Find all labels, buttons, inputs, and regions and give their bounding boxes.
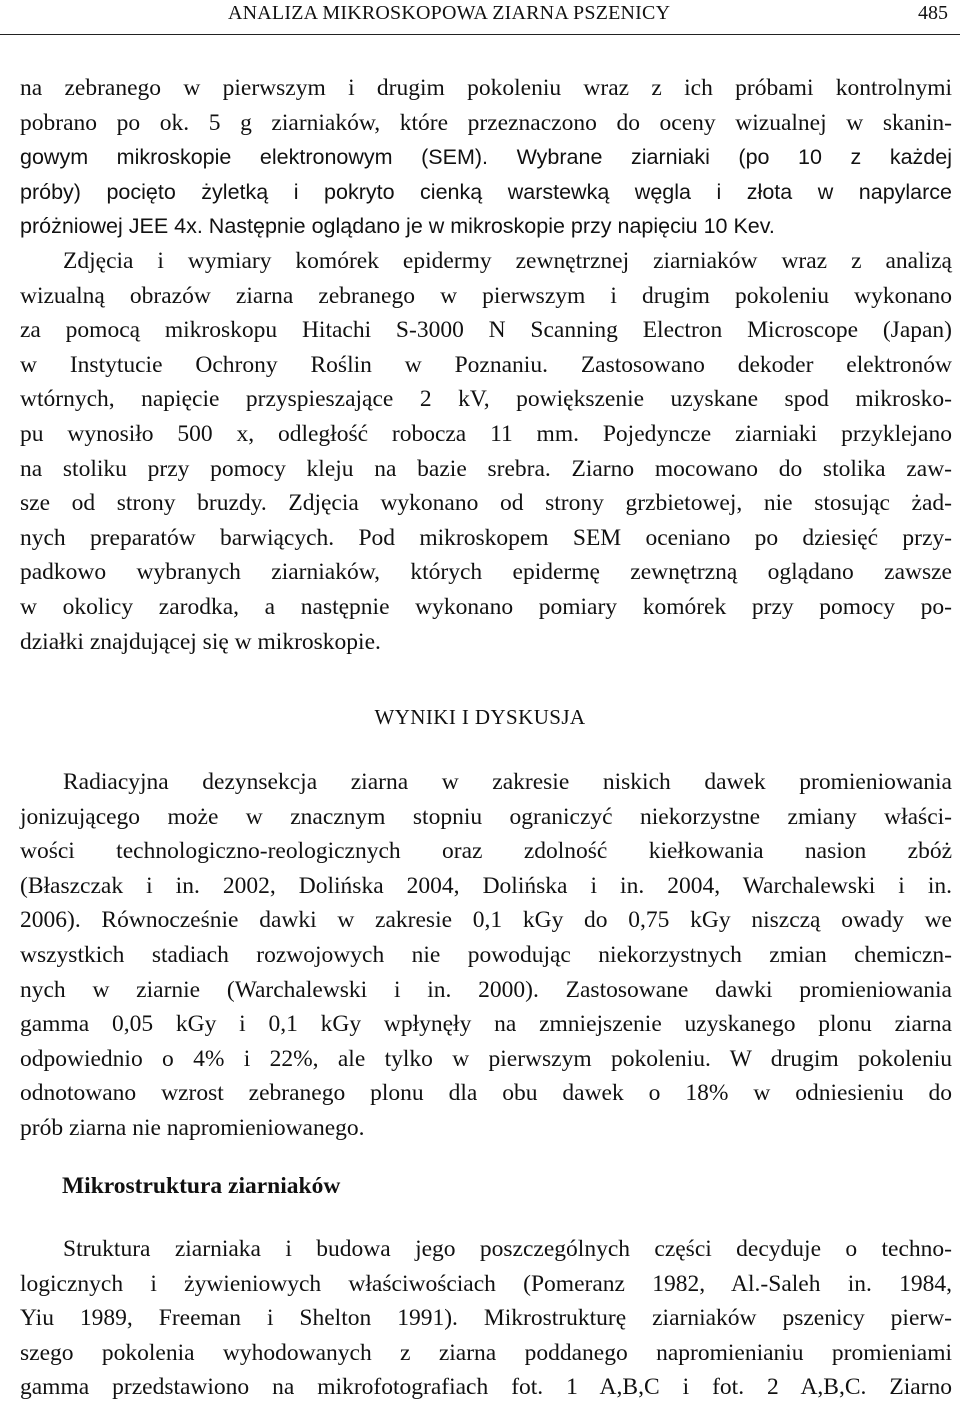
text-line: padkowo wybranych ziarniaków, których epidermę zewnętrzną oglądano zawsze <box>20 559 952 586</box>
text-line: gowym mikroskopie elektronowym (SEM). Wybrane ziarniaki (po 10 z każdej <box>20 145 952 170</box>
text-line: gamma 0,05 kGy i 0,1 kGy wpłynęły na zmniejszenie uzyskanego plonu ziarna <box>20 1011 952 1038</box>
text-line: prób ziarna nie napromieniowanego. <box>20 1114 365 1141</box>
text-line: gamma przedstawiono na mikrofotografiach fot. 1 A,B,C i fot. 2 A,B,C. Ziarno <box>20 1374 952 1401</box>
text-line: (Błaszczak i in. 2002, Dolińska 2004, Dolińska i in. 2004, Warchalewski i in. <box>20 872 952 899</box>
text-line: w Instytucie Ochrony Roślin w Poznaniu. Zastosowano dekoder elektronów <box>20 351 952 378</box>
text-line: próby) pocięto żyletką i pokryto cienką warstewką węgla i złota w napylarce <box>20 179 952 204</box>
text-line: szego pokolenia wyhodowanych z ziarna poddanego napromienianiu promieniami <box>20 1339 952 1366</box>
text-line: pu wynosiło 500 x, odległość robocza 11 mm. Pojedyncze ziarniaki przyklejano <box>20 420 952 447</box>
text-line: na stoliku przy pomocy kleju na bazie srebra. Ziarno mocowano do stolika zaw- <box>20 455 952 482</box>
page-number: 485 <box>918 2 948 24</box>
text-line: Radiacyjna dezynsekcja ziarna w zakresie niskich dawek promieniowania <box>63 769 952 795</box>
methods-text <box>20 71 952 659</box>
results-text <box>20 765 952 1146</box>
paragraph-2 <box>20 244 952 659</box>
text-line: działki znajdującej się w mikroskopie. <box>20 628 381 655</box>
section-heading: WYNIKI I DYSKUSJA <box>374 705 586 729</box>
text-line: za pomocą mikroskopu Hitachi S-3000 N Scanning Electron Microscope (Japan) <box>20 317 952 344</box>
text-line: Struktura ziarniaka i budowa jego poszczególnych części decyduje o techno- <box>63 1236 952 1262</box>
text-line: odnotowano wzrost zebranego plonu dla obu dawek o 18% w odniesieniu do <box>20 1080 952 1107</box>
running-title: ANALIZA MIKROSKOPOWA ZIARNA PSZENICY <box>228 2 671 24</box>
text-line: pobrano po ok. 5 g ziarniaków, które przeznaczono do oceny wizualnej w skanin- <box>20 109 952 136</box>
running-header <box>0 0 960 35</box>
text-line: próżniowej JEE 4x. Następnie oglądano je w mikroskopie przy napięciu 10 Kev. <box>20 214 775 239</box>
microstructure-text <box>20 1232 952 1405</box>
text-line: wszystkich stadiach rozwojowych nie powodując niekorzystnych zmian chemiczn- <box>20 941 952 968</box>
text-line: wizualną obrazów ziarna zebranego w pierwszym i drugim pokoleniu wykonano <box>20 282 952 309</box>
text-line: jonizującego może w znacznym stopniu ograniczyć niekorzystne zmiany właści- <box>20 803 952 830</box>
subsection-heading: Mikrostruktura ziarniaków <box>62 1173 341 1199</box>
text-line: nych preparatów barwiących. Pod mikroskopem SEM oceniano po dziesięć przy- <box>20 524 952 551</box>
text-line: Zdjęcia i wymiary komórek epidermy zewnętrznej ziarniaków wraz z analizą <box>63 247 952 274</box>
text-line: na zebranego w pierwszym i drugim pokoleniu wraz z ich próbami kontrolnymi <box>20 75 952 101</box>
paragraph-1 <box>20 71 952 244</box>
text-line: Yiu 1989, Freeman i Shelton 1991). Mikrostrukturę ziarniaków pszenicy pierw- <box>20 1305 952 1332</box>
text-line: logicznych i żywieniowych właściwościach (Pomeranz 1982, Al.-Saleh in. 1984, <box>20 1270 952 1297</box>
text-line: nych w ziarnie (Warchalewski i in. 2000). Zastosowane dawki promieniowania <box>20 976 952 1003</box>
text-line: sze od strony bruzdy. Zdjęcia wykonano od strony grzbietowej, nie stosując żad- <box>20 490 952 517</box>
text-line: odpowiednio o 4% i 22%, ale tylko w pierwszym pokoleniu. W drugim pokoleniu <box>20 1045 952 1072</box>
text-line: wtórnych, napięcie przyspieszające 2 kV, powiększenie uzyskane spod mikrosko- <box>20 386 952 413</box>
text-line: wości technologiczno-reologicznych oraz zdolność kiełkowania nasion zbóż <box>20 838 952 865</box>
text-line: w okolicy zarodka, a następnie wykonano pomiary komórek przy pomocy po- <box>20 593 952 620</box>
text-line: 2006). Równocześnie dawki w zakresie 0,1 kGy do 0,75 kGy niszczą owady we <box>20 907 952 934</box>
